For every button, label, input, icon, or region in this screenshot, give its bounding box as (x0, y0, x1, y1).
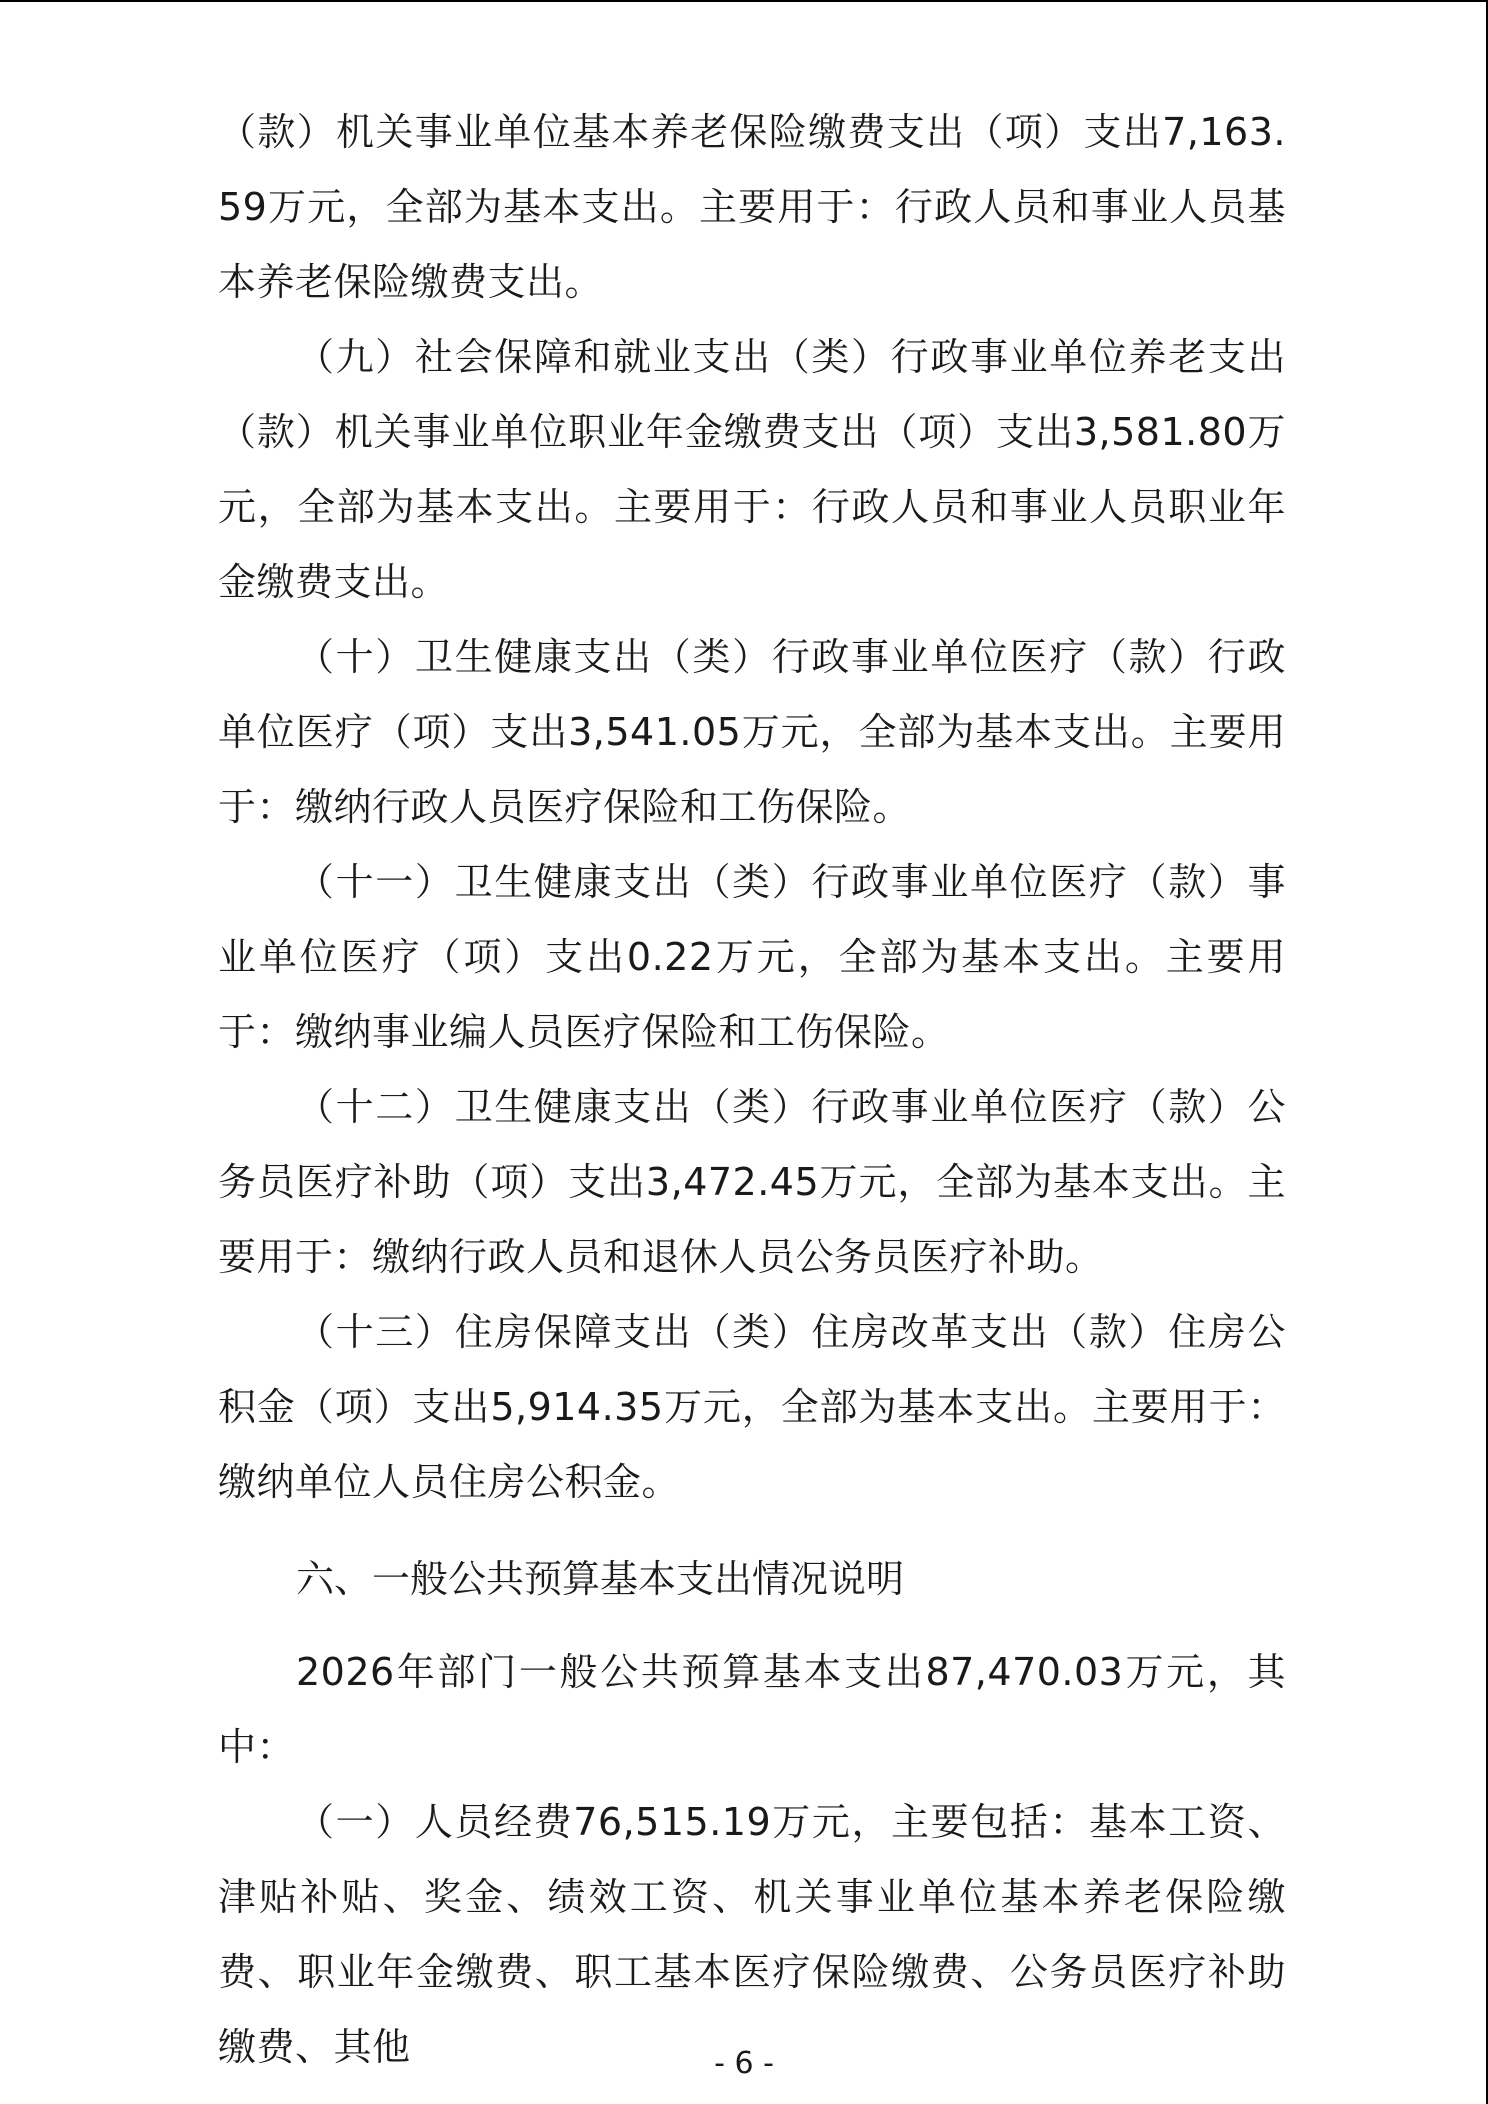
top-border-line (0, 0, 1488, 2)
section-heading: 六、一般公共预算基本支出情况说明 (296, 1557, 905, 1601)
document-body (218, 95, 1286, 2085)
paragraph-basic-expenditure-total: 2026年部门一般公共预算基本支出87,470.03万元，其中： (218, 1650, 1286, 1769)
paragraph-personnel-expenses: （一）人员经费76,515.19万元，主要包括：基本工资、津贴补贴、奖金、绩效工资、机关事业单位基本养老保险缴费、职业年金缴费、职工基本医疗保险缴费、公务员医疗补助缴费、其他 (218, 1800, 1286, 2069)
paragraph-civil-servant-medical-subsidy: （十二）卫生健康支出（类）行政事业单位医疗（款）公务员医疗补助（项）支出3,472.45万元，全部为基本支出。主要用于：缴纳行政人员和退休人员公务员医疗补助。 (218, 1085, 1286, 1279)
paragraph-occupational-annuity: （九）社会保障和就业支出（类）行政事业单位养老支出（款）机关事业单位职业年金缴费支出（项）支出3,581.80万元，全部为基本支出。主要用于：行政人员和事业人员职业年金缴费支出。 (218, 335, 1286, 604)
page-number: - 6 - (714, 2046, 774, 2081)
paragraph-housing-fund: （十三）住房保障支出（类）住房改革支出（款）住房公积金（项）支出5,914.35万元，全部为基本支出。主要用于：缴纳单位人员住房公积金。 (218, 1310, 1286, 1504)
paragraph-institution-medical: （十一）卫生健康支出（类）行政事业单位医疗（款）事业单位医疗（项）支出0.22万元，全部为基本支出。主要用于：缴纳事业编人员医疗保险和工伤保险。 (218, 860, 1286, 1054)
paragraph-administrative-medical: （十）卫生健康支出（类）行政事业单位医疗（款）行政单位医疗（项）支出3,541.05万元，全部为基本支出。主要用于：缴纳行政人员医疗保险和工伤保险。 (218, 635, 1286, 829)
paragraph-pension-insurance: （款）机关事业单位基本养老保险缴费支出（项）支出7,163.59万元，全部为基本支出。主要用于：行政人员和事业人员基本养老保险缴费支出。 (218, 110, 1286, 304)
